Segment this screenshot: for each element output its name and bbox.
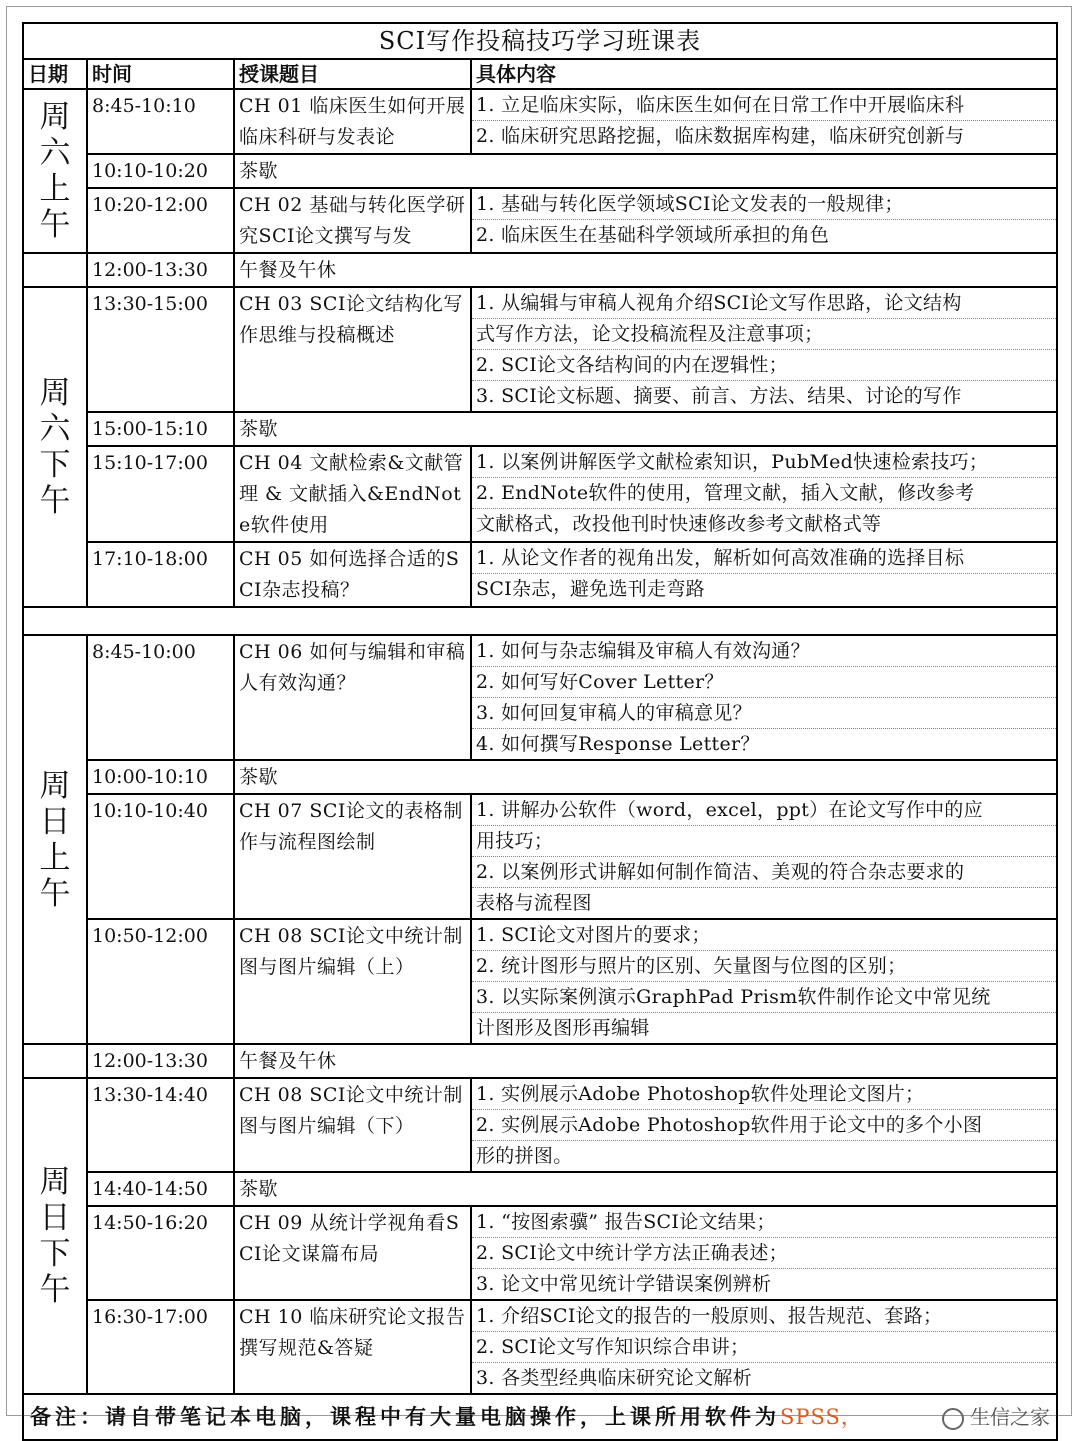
content-line: 用技巧； — [472, 826, 1056, 857]
table-row — [23, 89, 1057, 154]
time-cell: 16:30-17:00 — [87, 1300, 234, 1394]
content-line: 3. 论文中常见统计学错误案例辨析 — [476, 1273, 772, 1295]
content-line: 3. 以实际案例演示GraphPad Prism软件制作论文中常见统 — [472, 982, 1056, 1013]
content-line: SCI杂志，避免选刊走弯路 — [476, 578, 705, 600]
content-line: 1. 从论文作者的视角出发，解析如何高效准确的选择目标 — [472, 543, 1056, 574]
topic-cell: CH 07 SCI论文的表格制作与流程图绘制 — [234, 794, 471, 919]
content-line: 1. 实例展示Adobe Photoshop软件处理论文图片； — [472, 1079, 1056, 1110]
content-line: 3. 各类型经典临床研究论文解析 — [476, 1367, 752, 1389]
topic-cell: CH 08 SCI论文中统计制图与图片编辑（下） — [234, 1078, 471, 1172]
content-line: 1. 讲解办公软件（word，excel，ppt）在论文写作中的应 — [472, 795, 1056, 826]
note-row — [23, 1394, 1057, 1440]
table-row — [23, 412, 1057, 446]
content-line: 2. 如何写好Cover Letter？ — [472, 667, 1056, 698]
content-cell — [471, 1078, 1057, 1172]
header-row — [23, 59, 1057, 89]
day-sunday-morning: 周日上午 — [23, 635, 87, 1044]
content-cell — [471, 446, 1057, 542]
day-saturday-afternoon: 周六下午 — [23, 287, 87, 607]
content-cell — [471, 919, 1057, 1044]
time-cell: 10:50-12:00 — [87, 919, 234, 1044]
topic-cell: CH 01 临床医生如何开展临床科研与发表论 — [234, 89, 471, 154]
content-line: 文献格式，改投他刊时快速修改参考文献格式等 — [476, 513, 882, 535]
content-cell — [471, 287, 1057, 412]
day-saturday-morning: 周六上午 — [23, 89, 87, 253]
time-cell: 15:00-15:10 — [87, 412, 234, 446]
content-line: 1. 介绍SCI论文的报告的一般原则、报告规范、套路； — [472, 1301, 1056, 1332]
time-cell: 12:00-13:30 — [87, 1044, 234, 1078]
topic-cell: 午餐及午休 — [234, 253, 1057, 287]
content-line: 2. SCI论文各结构间的内在逻辑性； — [472, 350, 1056, 381]
table-row — [23, 1300, 1057, 1394]
content-cell — [471, 1300, 1057, 1394]
content-line: 1. 以案例讲解医学文献检索知识，PubMed快速检索技巧； — [472, 447, 1056, 478]
content-cell — [471, 188, 1057, 253]
table-row — [23, 919, 1057, 1044]
topic-cell: CH 04 文献检索&文献管理 & 文献插入&EndNote软件使用 — [234, 446, 471, 542]
time-cell: 13:30-14:40 — [87, 1078, 234, 1172]
table-row — [23, 635, 1057, 760]
topic-cell: 茶歇 — [234, 412, 1057, 446]
topic-cell: CH 09 从统计学视角看SCI论文谋篇布局 — [234, 1206, 471, 1300]
content-line: 1. 如何与杂志编辑及审稿人有效沟通？ — [472, 636, 1056, 667]
time-cell: 10:00-10:10 — [87, 760, 234, 794]
wechat-icon — [942, 1408, 964, 1430]
content-line: 2. 临床医生在基础科学领域所承担的角色 — [476, 224, 830, 246]
content-line: 形的拼图。 — [476, 1145, 573, 1167]
note-text: 备注：请自带笔记本电脑，课程中有大量电脑操作，上课所用软件为 — [30, 1404, 780, 1429]
content-line: 计图形及图形再编辑 — [476, 1017, 650, 1039]
time-cell: 17:10-18:00 — [87, 542, 234, 607]
content-line: 2. SCI论文写作知识综合串讲； — [472, 1332, 1056, 1363]
time-cell: 10:10-10:20 — [87, 154, 234, 188]
header-topic: 授课题目 — [234, 59, 471, 89]
table-row — [23, 794, 1057, 919]
topic-cell: 午餐及午休 — [234, 1044, 1057, 1078]
content-line: 2. 临床研究思路挖掘，临床数据库构建，临床研究创新与 — [476, 125, 965, 147]
content-line: 1. 立足临床实际，临床医生如何在日常工作中开展临床科 — [472, 90, 1056, 121]
time-cell: 10:20-12:00 — [87, 188, 234, 253]
time-cell: 8:45-10:00 — [87, 635, 234, 760]
topic-cell: CH 10 临床研究论文报告撰写规范&答疑 — [234, 1300, 471, 1394]
watermark-text: 生信之家 — [970, 1405, 1050, 1429]
topic-cell: CH 03 SCI论文结构化写作思维与投稿概述 — [234, 287, 471, 412]
watermark — [942, 1395, 1050, 1439]
empty-day-cell — [23, 253, 87, 287]
content-line: 表格与流程图 — [476, 892, 592, 914]
topic-cell: CH 06 如何与编辑和审稿人有效沟通？ — [234, 635, 471, 760]
table-row — [23, 1206, 1057, 1300]
table-row — [23, 446, 1057, 542]
time-cell: 14:50-16:20 — [87, 1206, 234, 1300]
content-line: 2. EndNote软件的使用，管理文献，插入文献，修改参考 — [472, 478, 1056, 509]
content-line: 4. 如何撰写Response Letter？ — [476, 733, 760, 755]
blank-cell — [23, 607, 1057, 635]
content-line: 1. “按图索骥” 报告SCI论文结果； — [472, 1207, 1056, 1238]
table-row — [23, 154, 1057, 188]
table-row — [23, 542, 1057, 607]
content-line: 1. 基础与转化医学领域SCI论文发表的一般规律； — [472, 189, 1056, 220]
content-cell — [471, 794, 1057, 919]
note-highlight: SPSS， — [780, 1405, 863, 1429]
time-cell: 8:45-10:10 — [87, 89, 234, 154]
day-sunday-afternoon: 周日下午 — [23, 1078, 87, 1394]
schedule-sheet — [22, 22, 1058, 1441]
time-cell: 10:10-10:40 — [87, 794, 234, 919]
content-line: 式写作方法，论文投稿流程及注意事项； — [472, 319, 1056, 350]
header-time: 时间 — [87, 59, 234, 89]
content-line: 2. SCI论文中统计学方法正确表述； — [472, 1238, 1056, 1269]
topic-cell: 茶歇 — [234, 760, 1057, 794]
topic-cell: 茶歇 — [234, 154, 1057, 188]
note-cell — [23, 1394, 1057, 1440]
spacer-row — [23, 607, 1057, 635]
topic-cell: CH 05 如何选择合适的SCI杂志投稿？ — [234, 542, 471, 607]
content-cell — [471, 89, 1057, 154]
time-cell: 12:00-13:30 — [87, 253, 234, 287]
content-cell — [471, 635, 1057, 760]
content-line: 2. 统计图形与照片的区别、矢量图与位图的区别； — [472, 951, 1056, 982]
time-cell: 15:10-17:00 — [87, 446, 234, 542]
table-row — [23, 760, 1057, 794]
schedule-table — [22, 22, 1058, 1441]
topic-cell: CH 02 基础与转化医学研究SCI论文撰写与发 — [234, 188, 471, 253]
table-row — [23, 188, 1057, 253]
table-row — [23, 1172, 1057, 1206]
topic-cell: CH 08 SCI论文中统计制图与图片编辑（上） — [234, 919, 471, 1044]
content-cell — [471, 542, 1057, 607]
table-title: SCI写作投稿技巧学习班课表 — [23, 23, 1057, 59]
time-cell: 14:40-14:50 — [87, 1172, 234, 1206]
time-cell: 13:30-15:00 — [87, 287, 234, 412]
header-date: 日期 — [23, 59, 87, 89]
table-row — [23, 1078, 1057, 1172]
table-row — [23, 287, 1057, 412]
content-line: 1. SCI论文对图片的要求； — [472, 920, 1056, 951]
header-content: 具体内容 — [471, 59, 1057, 89]
content-line: 3. SCI论文标题、摘要、前言、方法、结果、讨论的写作 — [476, 385, 962, 407]
content-line: 2. 以案例形式讲解如何制作简洁、美观的符合杂志要求的 — [472, 857, 1056, 888]
content-line: 3. 如何回复审稿人的审稿意见？ — [472, 698, 1056, 729]
content-line: 2. 实例展示Adobe Photoshop软件用于论文中的多个小图 — [472, 1110, 1056, 1141]
topic-cell: 茶歇 — [234, 1172, 1057, 1206]
table-row — [23, 1044, 1057, 1078]
empty-day-cell — [23, 1044, 87, 1078]
content-cell — [471, 1206, 1057, 1300]
table-row — [23, 253, 1057, 287]
content-line: 1. 从编辑与审稿人视角介绍SCI论文写作思路，论文结构 — [472, 288, 1056, 319]
